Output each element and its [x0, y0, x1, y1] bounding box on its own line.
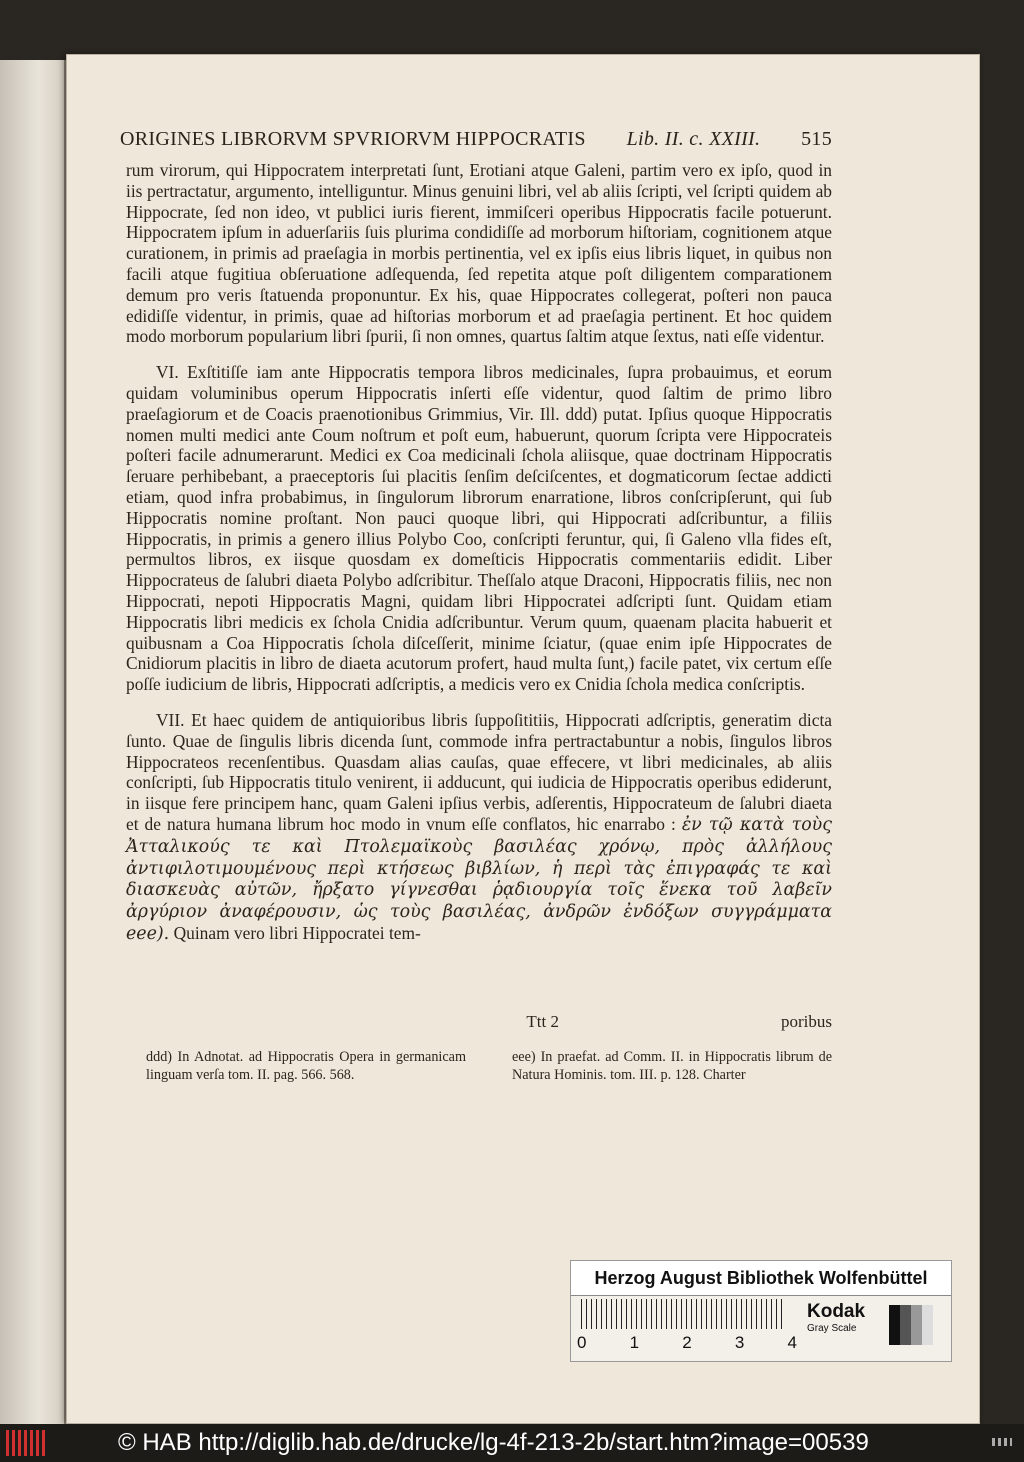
paragraph	[126, 710, 832, 945]
page-bottom-line	[126, 1012, 832, 1032]
footnote: eee) In praefat. ad Comm. II. in Hippocratis librum de Natura Hominis. tom. III. p. 128. Charter	[512, 1049, 832, 1083]
running-head	[120, 128, 832, 151]
running-head-reference: Lib. II. c. XXIII.	[626, 128, 761, 150]
body-text	[126, 160, 832, 945]
page-number: 515	[801, 128, 832, 150]
ruler-labels	[577, 1333, 797, 1353]
previous-page-edge	[0, 60, 70, 1424]
institution-label: Herzog August Bibliothek Wolfenbüttel	[571, 1261, 951, 1296]
footer-copyright-link[interactable]: © HAB http://diglib.hab.de/drucke/lg-4f-213-2b/start.htm?image=00539	[118, 1429, 869, 1456]
paragraph-text: VII. Et haec quidem de antiquioribus libris ſuppoſititiis, Hippocrati adſcriptis, generatim dicta ſunto. Quae de ſingulis libris dicenda ſunt, commode infra pertractabuntur a nobis, ſingulos libros Hippocrateos recenſentibus. Quasdam alias cauſas, quae effecere, vt libri medicinales, ab aliis conſcripti, ſub Hippocratis titulo venirent, ii adducunt, qui iudicia de Hippocratis operibus ediderunt, in iisque fere principem hanc, quam Galeni ipſius verbis, adſerentis, Hippocrateum de ſalubri diaeta et de natura humana librum hoc modo in vnum eſſe conflatos, hic enarrabo :	[126, 709, 832, 834]
paragraph: rum virorum, qui Hippocratem interpretati ſunt, Erotiani atque Galeni, partim vero ex ipſo, quod in iis pertractatur, argumento, intelliguntur. Minus genuini libri, vel ab aliis ſcripti, vel ſcripti quidem ab Hippocrate, ſed non ideo, vt publici iuris fierent, immiſceri operibus Hippocratis facile potuerunt. Hippocratem ipſum in aduerſariis ſuis plurima condidiſſe ad morborum hiſtoriam, cognitionem atque curationem, in primis ad praeſagia in morbis pertinentia, vel ex ipſis eius libris liquet, in quibus non facili atque fugitiua obſeruatione adſequenda, ſed repetita atque poſt diligentem comparationem demum pro veris ſtatuenda proponuntur. Ex his, quae Hippocrates collegerat, poſteri non pauca edidiſſe videntur, in primis, quae ad hiſtorias morborum et ad praeſagia pertinent. Et hoc quidem modo morborum popularium libri ſpurii, ſi non omnes, quartus ſaltim atque ſextus, nati eſſe videntur.	[126, 160, 832, 347]
footnote: ddd) In Adnotat. ad Hippocratis Opera in germanicam linguam verſa tom. II. pag. 566. 568.	[146, 1049, 466, 1083]
kodak-brand: Kodak	[807, 1301, 866, 1322]
viewer-footer	[0, 1424, 1024, 1462]
signature-mark: Ttt 2	[526, 1012, 559, 1031]
ruler-label: 2	[682, 1333, 692, 1352]
kodak-sub: Gray Scale	[807, 1323, 857, 1334]
ruler-label: 3	[734, 1333, 745, 1352]
footnotes	[146, 1048, 832, 1084]
paragraph: VI. Exſtitiſſe iam ante Hippocratis tempora libros medicinales, ſupra probauimus, et eorum quidam voluminibus operum Hippocratis inſerti eſſe videntur, quod ſaltim de primo libro praeſagiorum et de Coacis praenotionibus Grimmius, Vir. Ill. ddd) putat. Ipſius quoque Hippocratis nomen multi medici ante Coum noſtrum et poſt eum, habuerunt, quorum ſcripta vere Hippocrateis poſteri facile adnumerarunt. Medici ex Coa medicinali ſchola aliisque, quae doctrinam Hippocratis ſeruare perhibebant, a praeceptoris ſui placitis ſenſim deſciſcentes, et dogmaticorum ſectae addicti etiam, quod infra probabimus, in ſingulorum librorum enarratione, libros conſcripſerunt, qui ſub Hippocratis nomine proſtant. Non pauci quoque libri, qui Hippocrati adſcribuntur, a filiis Hippocratis, in primis a genero illius Polybo Coo, conſcripti feruntur, qui, ſi Galeno vlla fides eſt, permultos libros, ex iisque quosdam ex domeſticis Hippocratis commentariis edidit. Liber Hippocrateus de ſalubri diaeta Polybo adſcribitur. Theſſalo atque Draconi, Hippocratis filiis, nec non Hippocrati, nepoti Hippocratis Magni, quidam libri Hippocratei adſcripti ſunt. Quidam etiam Hippocratis libri medicis ex ſchola Cnidia adſcribuntur. Verum quum, quaenam placita habuerit et quibusnam a Coa Hippocratis ſchola diſceſſerit, minime ſciatur, (quae enim ipſe Hippocrates de Cnidiorum placitis in libro de diaeta acutorum profert, haud multa ſunt,) facile patet, vix certum eſſe poſſe iudicium de libris, Hippocrati adſcriptis, a medicis vero ex Cnidia ſchola medica conſcriptis.	[126, 362, 832, 695]
hab-logo-icon	[6, 1430, 48, 1456]
running-head-title: ORIGINES LIBRORVM SPVRIORVM HIPPOCRATIS	[120, 128, 586, 150]
color-target	[570, 1260, 952, 1362]
scale-ruler	[581, 1299, 786, 1329]
kodak-logo	[807, 1301, 865, 1334]
ruler-label: 4	[787, 1333, 797, 1352]
ruler-label: 0	[577, 1333, 587, 1352]
dots-icon	[992, 1438, 1012, 1446]
ruler-label: 1	[629, 1333, 640, 1352]
gray-scale-patches	[889, 1305, 933, 1345]
greek-quote: ἐν τῷ κατὰ τοὺς Ἀτταλικούς τε καὶ Πτολεμαϊκοὺς βασιλέας χρόνῳ, πρὸς ἀλλήλους ἀντιφιλοτιμουμένους περὶ κτήσεως βιβλίων, ἡ περὶ τὰς ἐπιγραφάς τε καὶ διασκευὰς αὐτῶν, ἤρξατο γίγνεσθαι ῥᾳδιουργία τοῖς ἕνεκα τοῦ λαβεῖν ἀργύριον ἀναφέρουσιν, ὡς τοὺς βασιλέας, ἀνδρῶν ἐνδόξων συγγράμματα eee).	[126, 814, 832, 944]
closing-text: Quinam vero libri Hippocratei tem-	[173, 922, 421, 943]
catchword: poribus	[781, 1012, 832, 1031]
